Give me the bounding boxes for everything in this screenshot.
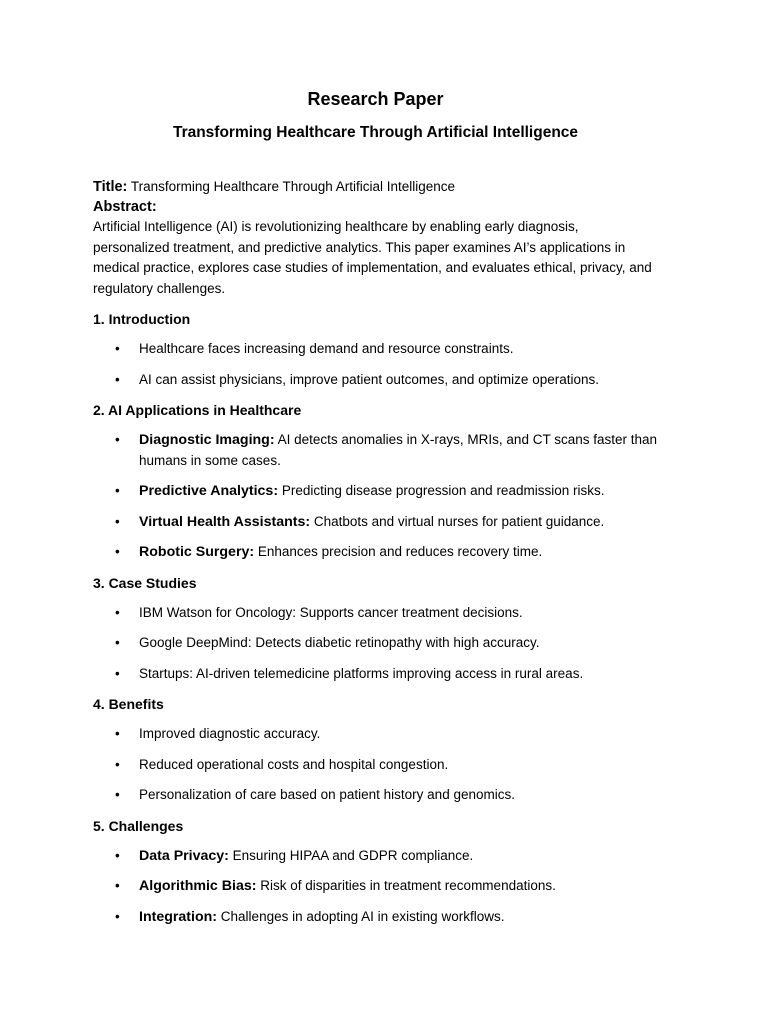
list-item-term: Integration:	[139, 908, 218, 925]
list-item-text: Risk of disparities in treatment recommendations.	[260, 878, 556, 893]
bullet-icon: •	[115, 878, 120, 893]
list-item	[93, 664, 658, 685]
list-item-text: Predicting disease progression and readmission risks.	[281, 483, 605, 498]
list-item	[93, 339, 658, 360]
bullet-list	[93, 339, 658, 390]
list-item	[93, 755, 658, 776]
list-item-term: Predictive Analytics:	[139, 483, 279, 499]
section-heading: 2. AI Applications in Healthcare	[93, 402, 302, 418]
section-heading: 5. Challenges	[93, 817, 184, 834]
list-item	[93, 430, 658, 471]
list-item-text: Startups: AI-driven telemedicine platforms improving access in rural areas.	[139, 665, 584, 681]
list-item-text: Reduced operational costs and hospital congestion.	[139, 756, 449, 772]
document-title: Research Paper	[307, 89, 444, 109]
section-heading: 4. Benefits	[93, 696, 164, 712]
bullet-icon: •	[115, 726, 120, 741]
bullet-icon: •	[115, 908, 120, 924]
list-item	[93, 724, 658, 745]
list-item-text: Ensuring HIPAA and GDPR compliance.	[232, 847, 474, 863]
bullet-list	[93, 724, 658, 806]
list-item	[93, 907, 658, 928]
list-item	[93, 785, 658, 806]
bullet-list	[93, 430, 658, 563]
list-item-text: Enhances precision and reduces recovery time.	[257, 544, 543, 559]
bullet-icon: •	[115, 665, 120, 681]
bullet-icon: •	[115, 483, 120, 498]
list-item-text: Chatbots and virtual nurses for patient guidance.	[313, 513, 605, 529]
sections-container	[93, 309, 658, 927]
list-item	[93, 481, 658, 502]
bullet-icon: •	[115, 513, 120, 529]
title-line	[93, 177, 658, 197]
list-item	[93, 846, 658, 867]
document-subtitle: Transforming Healthcare Through Artificial Intelligence	[172, 124, 579, 141]
title-value: Transforming Healthcare Through Artificial Intelligence	[130, 179, 456, 194]
list-item	[93, 512, 658, 533]
list-item-text: Personalization of care based on patient history and genomics.	[139, 787, 515, 802]
list-item-term: Data Privacy:	[139, 847, 229, 864]
list-item-term: Algorithmic Bias:	[139, 878, 257, 894]
list-item	[93, 542, 658, 563]
bullet-icon: •	[115, 756, 120, 772]
list-item-term: Virtual Health Assistants:	[139, 513, 311, 530]
list-item-text: Google DeepMind: Detects diabetic retinopathy with high accuracy.	[139, 635, 540, 650]
bullet-icon: •	[115, 604, 120, 620]
list-item	[93, 876, 658, 897]
list-item-text: Improved diagnostic accuracy.	[139, 726, 321, 741]
list-item-text: IBM Watson for Oncology: Supports cancer treatment decisions.	[139, 604, 523, 620]
bullet-icon: •	[115, 432, 120, 447]
list-item-term: Diagnostic Imaging:	[139, 432, 275, 448]
bullet-icon: •	[115, 787, 120, 802]
list-item	[93, 633, 658, 654]
bullet-icon: •	[115, 341, 120, 356]
bullet-list	[93, 846, 658, 928]
list-item-text: Healthcare faces increasing demand and resource constraints.	[139, 341, 514, 356]
bullet-icon: •	[115, 847, 120, 863]
title-label: Title:	[93, 179, 128, 195]
bullet-icon: •	[115, 635, 120, 650]
section-heading: 1. Introduction	[93, 311, 191, 327]
bullet-list	[93, 603, 658, 685]
list-item-text: AI can assist physicians, improve patient outcomes, and optimize operations.	[139, 371, 599, 387]
bullet-icon: •	[115, 371, 120, 387]
list-item-text: Challenges in adopting AI in existing workflows.	[220, 908, 505, 924]
bullet-icon: •	[115, 544, 120, 559]
list-item-term: Robotic Surgery:	[139, 544, 255, 560]
abstract-label: Abstract:	[93, 199, 157, 215]
section-heading: 3. Case Studies	[93, 574, 197, 591]
list-item	[93, 370, 658, 391]
list-item-text: AI detects anomalies in X-rays, MRIs, and CT scans faster than humans in some cases.	[139, 432, 658, 468]
list-item	[93, 603, 658, 624]
abstract-text: Artificial Intelligence (AI) is revolutionizing healthcare by enabling early diagnosis, personalized treatment, and predictive analytics. This paper examines AI’s applications in medical practice, explores case studies of implementation, and evaluates ethical, privacy, and regulatory challenges.	[93, 219, 652, 296]
